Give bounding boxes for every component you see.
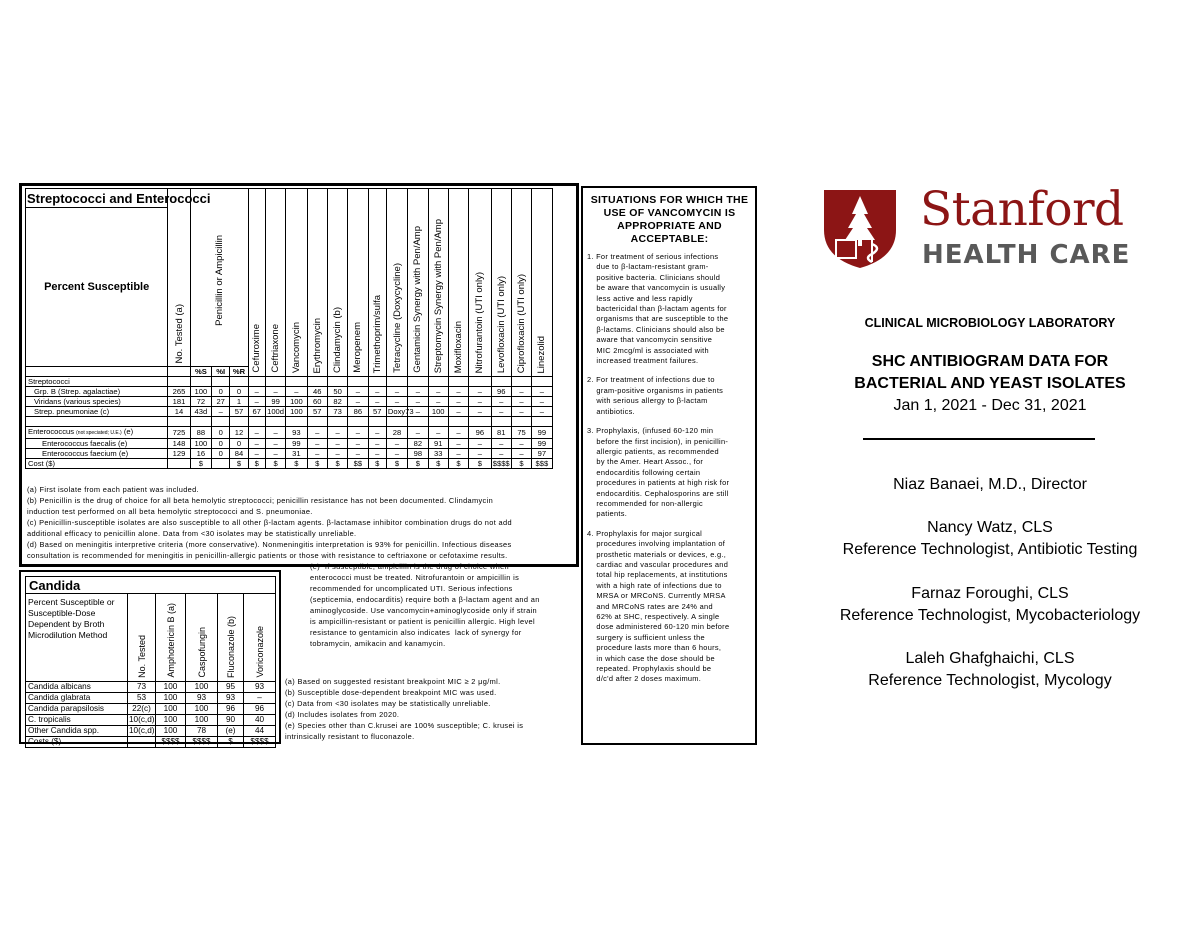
col-header-streptomycin-synergy: Streptomycin Synergy with Pen/Amp (428, 189, 448, 377)
list-item: 4. Prophylaxis for major surgical procedures involving implantation of prosthetic materials or devices, e.g., cardiac and vascular procedures and total hip replacements, at institutions with a high rate of infections due to MRSA or MRCoNS. Currently MRSA and MRCoNS rates are 24% and 62% at SHC, respectively. A single dose administered 60-120 min before surgery is sufficient unless the procedure lasts more than 6 hours, in which case the dose should be repeated. Prophylaxis should be d/c'd after 2 doses maximum. (587, 528, 730, 684)
staff-role: Reference Technologist, Mycology (868, 672, 1112, 689)
col-header-moxifloxacin: Moxifloxacin (448, 189, 468, 377)
logo-subtitle: HEALTH CARE (922, 240, 1131, 270)
staff-name: Laleh Ghafghaichi, CLS (905, 650, 1075, 667)
table-row: Candida albicans 73 100 100 95 93 (26, 682, 276, 693)
staff-role: Reference Technologist, Mycobacteriology (839, 607, 1141, 624)
candida-col-caspofungin: Caspofungin (186, 594, 218, 682)
shield-icon (822, 188, 898, 270)
table-row: Grp. B (Strep. agalactiae) 265 100 0 0 – – – 46 50 – – – – – – – 96 – – (26, 387, 573, 397)
report-title-line-1: SHC ANTIBIOGRAM DATA FOR (871, 353, 1109, 370)
col-header-tetracycline: Tetracycline (Doxycycline) (386, 189, 407, 377)
date-range: Jan 1, 2021 - Dec 31, 2021 (893, 397, 1087, 414)
report-title-line-2: BACTERIAL AND YEAST ISOLATES (854, 375, 1126, 392)
list-item: 2. For treatment of infections due to gram-positive organisms in patients with serious allergy to β-lactam antibiotics. (587, 375, 724, 416)
enterococcus-label: Enterococcus (28, 427, 75, 436)
list-item: 1. For treatment of serious infections due to β-lactam-resistant gram- positive bacteria. Clinicians should be aware that vancomycin is usually less active and less rapidly bactericidal than β-lactam agents for organisms that are susceptible to the β-lactams. Clinicians should also be aware that vancomycin sensitive MIC 2mcg/ml is associated with increased treatment failures. (587, 252, 729, 366)
col-header-gentamicin-synergy: Gentamicin Synergy with Pen/Amp (408, 189, 428, 377)
table-row: Other Candida spp. 10(c,d) 100 78 (e) 44 (26, 726, 276, 737)
candida-col-amphotericin: Amphotericin B (a) (156, 594, 186, 682)
candida-footnotes: (a) Based on suggested resistant breakpoint MIC ≥ 2 μg/ml. (b) Susceptible dose-dependent breakpoint MIC was used. (c) Data from <30 isolates may be statistically unreliable. (d) Includes isolates from 2020. (e) Species other than C.krusei are 100% susceptible; C. krusei is intrinsically resistant to fluconazole. (285, 677, 524, 741)
table-row: Viridans (various species) 181 72 27 1 – 99 100 60 82 – – – – – – – – – – (26, 397, 573, 407)
col-header-nitrofurantoin: Nitrofurantoin (UTI only) (469, 189, 491, 377)
col-header-erythromycin: Erythromycin (307, 189, 327, 377)
group-label-streptococci: Streptococci (26, 377, 168, 387)
candida-table (25, 576, 276, 748)
percent-susceptible-label: Percent Susceptible (26, 208, 168, 367)
logo-wordmark: Stanford (920, 182, 1124, 237)
staff-role: Reference Technologist, Antibiotic Testing (842, 541, 1138, 558)
table-row: Candida glabrata 53 100 93 93 – (26, 693, 276, 704)
candida-col-fluconazole: Fluconazole (b) (218, 594, 244, 682)
col-header-vancomycin: Vancomycin (286, 189, 307, 377)
candida-percent-label: Percent Susceptible or Susceptible-Dose Dependent by Broth Microdilution Method (26, 594, 128, 682)
strep-section-title: Streptococci and Enterococci (27, 190, 211, 206)
col-header-penicillin: Penicillin or Ampicillin (190, 189, 248, 367)
strep-table (25, 188, 573, 469)
candida-title: Candida (26, 577, 276, 594)
table-row: Strep. pneumoniae (c) 14 43d – 57 67 100d 100 57 73 86 57 Doxy73 – 100 – – – – – (26, 407, 573, 417)
cost-row: Costs ($) $$$$ $$$$ $ $$$$ (26, 737, 276, 748)
col-header-meropenem: Meropenem (348, 189, 368, 377)
pen-sub-s: %S (190, 367, 211, 377)
col-header-cefuroxime: Cefuroxime (248, 189, 265, 377)
col-header-clindamycin: Clindamycin (b) (327, 189, 347, 377)
divider (863, 438, 1095, 440)
lab-name: CLINICAL MICROBIOLOGY LABORATORY (864, 316, 1116, 330)
candida-col-no-tested: No. Tested (128, 594, 156, 682)
table-row: Candida parapsilosis 22(c) 100 100 96 96 (26, 704, 276, 715)
list-item: 3. Prophylaxis, (infused 60-120 min before the first incision), in penicillin- allergic patients, as recommended by the Amer. Heart Assoc., for endocarditis following certain procedures in patients at high risk for endocarditis. Cephalosporins are still recommended for non-allergic patients. (587, 426, 730, 519)
stanford-logo (822, 182, 1142, 272)
strep-footnotes: (a) First isolate from each patient was included. (b) Penicillin is the drug of choice for all beta hemolytic streptococci; penicillin resistance has not been documented. Clindamycin induction test performed on all beta hemolytic streptococci and S. pneumoniae. (c) Penicillin-susceptible isolates are also susceptible to all other β-lactam agents. β-lactamase inhibitor combination drugs do not add additional efficacy to penicillin alone. Data from <30 isolates may be statistically unreliable. (d) Based on meningitis interpretive criteria (more conservative). Nonmeningitis interpretation is 93% for penicillin. Infectious diseases consultation is recommended for meningitis in penicillin-allergic patients or those with resistance to ceftriaxone or cefotaxime results. (27, 485, 512, 560)
cost-row: Cost ($) $ $ $ $ $ $ $ $$ $ $ $ $ $ $ $$$$ $ $$$ (26, 459, 573, 469)
col-header-ceftriaxone: Ceftriaxone (265, 189, 285, 377)
vancomycin-situations (587, 194, 752, 694)
col-header-linezolid: Linezolid (532, 189, 552, 377)
pen-sub-i: %I (212, 367, 230, 377)
col-header-trimethoprim: Trimethoprim/sulfa (368, 189, 386, 377)
col-header-ciprofloxacin: Ciprofloxacin (UTI only) (511, 189, 531, 377)
staff-name: Niaz Banaei, M.D., Director (893, 476, 1087, 493)
enterococcus-footnote: (e) If susceptible, ampicillin is the drug of choice when enterococci must be treated. Nitrofurantoin or ampicillin is recommended for uncomplicated UTI. Serious infections (septicemia, endocarditis) require both a β-lactam agent and an aminoglycoside. Use vancomycin+aminoglycoside only if strain is ampicillin-resistant or patient is penicillin allergic. High level resistance to gentamicin also indicates lack of synergy for tobramycin, amikacin and kanamycin. (310, 562, 540, 648)
situations-title: SITUATIONS FOR WHICH THE USE OF VANCOMYCIN IS APPROPRIATE AND ACCEPTABLE: (590, 194, 749, 245)
staff-name: Nancy Watz, CLS (927, 519, 1053, 536)
col-header-no-tested: No. Tested (a) (168, 189, 190, 367)
pen-sub-r: %R (230, 367, 248, 377)
table-row: Enterococcus faecium (e) 129 16 0 84 – – 31 – – – – – 98 33 – – – – 97 (26, 449, 573, 459)
table-row: C. tropicalis 10(c,d) 100 100 90 40 (26, 715, 276, 726)
strep-rows (26, 387, 573, 469)
candida-col-voriconazole: Voriconazole (244, 594, 276, 682)
table-row: Enterococcus (not speciated; U.E.) (e) 725 88 0 12 – – 93 – – – – 28 – – – 96 81 75 99 (26, 427, 573, 439)
col-header-levofloxacin: Levofloxacin (UTI only) (491, 189, 511, 377)
staff-name: Farnaz Foroughi, CLS (911, 585, 1069, 602)
table-row: Enterococcus faecalis (e) 148 100 0 0 – – 99 – – – – – 82 91 – – – – 99 (26, 439, 573, 449)
